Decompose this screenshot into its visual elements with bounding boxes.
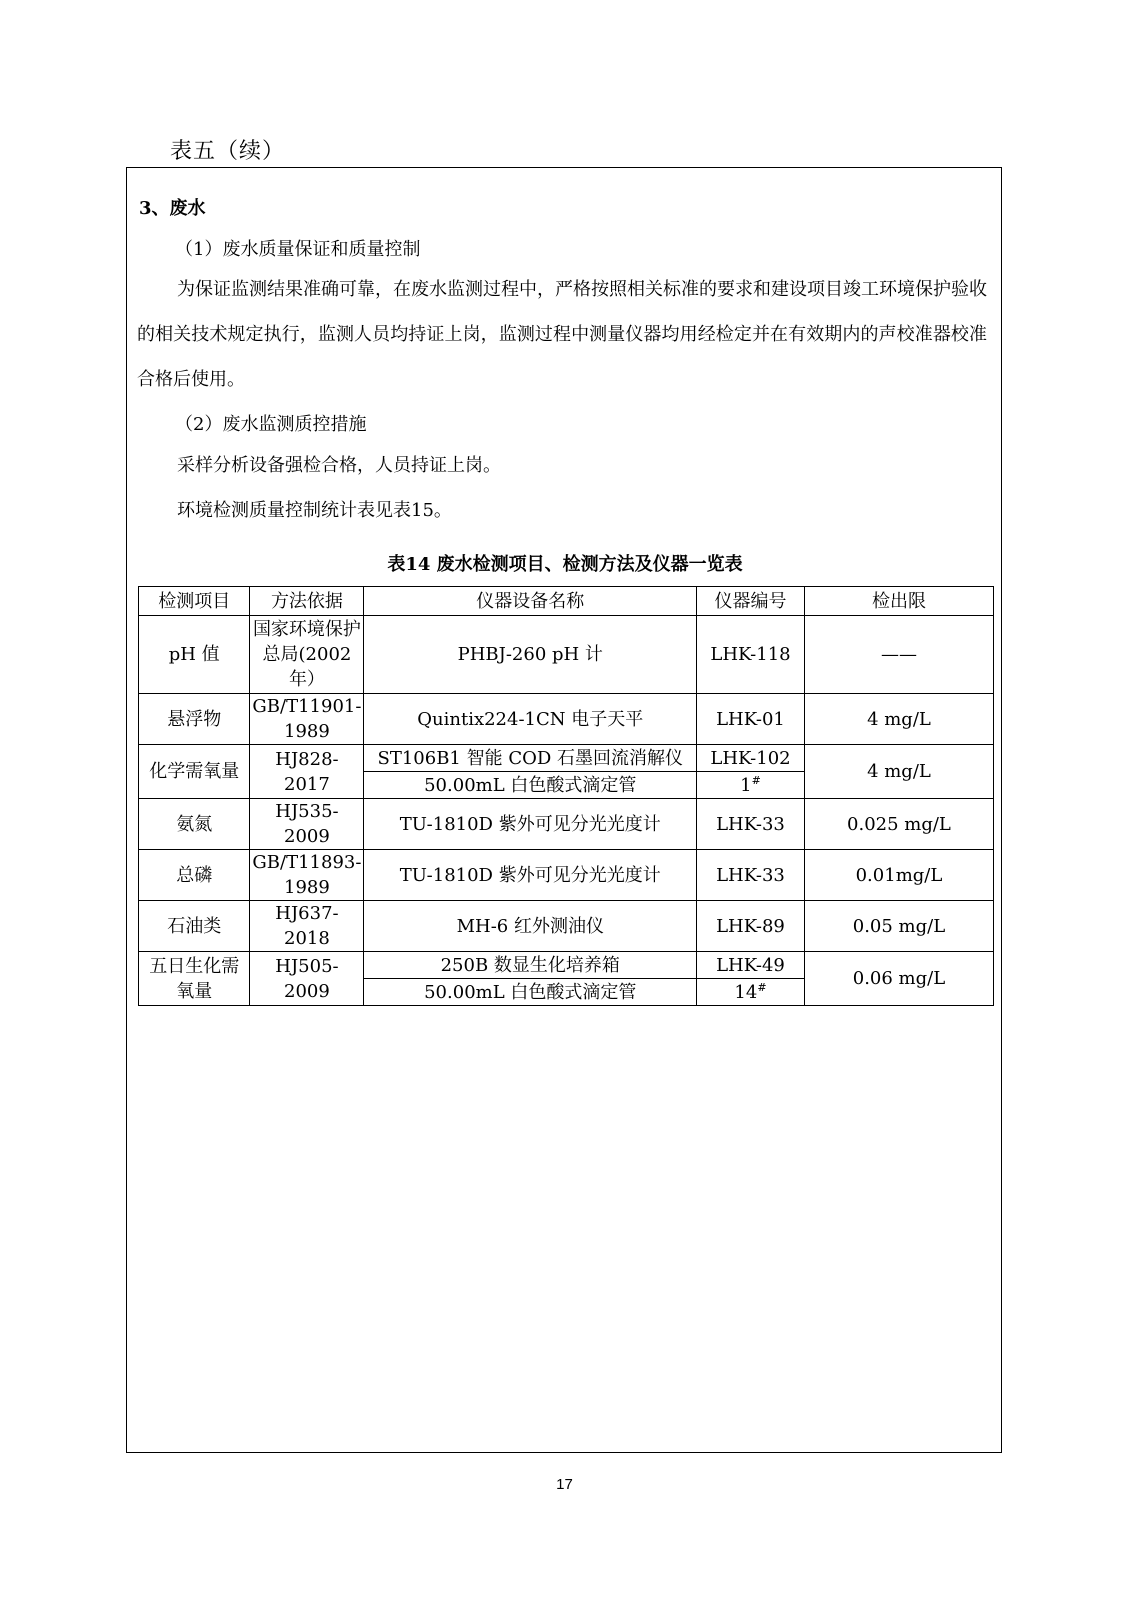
method-cell: HJ637-2018 [250,901,364,952]
limit-cell: 4 mg/L [804,745,993,799]
limit-cell: 0.06 mg/L [804,952,993,1006]
instrument-id: 14 [734,981,758,1003]
paragraph-measures: 采样分析设备强检合格，人员持证上岗。 [177,455,501,476]
item-cell: pH 值 [139,616,250,694]
instrument-id: LHK-33 [716,864,785,886]
item-cell: 化学需氧量 [139,745,250,799]
table-row [139,694,994,745]
table-row [139,850,994,901]
instrument-id: LHK-49 [716,954,785,976]
instrument-id: 1 [740,774,752,796]
method-cell: 国家环境保护总局(2002年） [250,616,364,694]
limit-cell: 0.01mg/L [804,850,993,901]
item-cell: 悬浮物 [139,694,250,745]
header-cell: 仪器设备名称 [364,587,697,616]
item-cell: 氨氮 [139,799,250,850]
instrument-id-cell [697,694,805,745]
limit-cell: 0.05 mg/L [804,901,993,952]
method-cell: HJ535-2009 [250,799,364,850]
method-cell: HJ505-2009 [250,952,364,1006]
item-cell: 总磷 [139,850,250,901]
table-row [139,952,994,979]
instrument-id: LHK-118 [710,644,791,665]
paragraph-qa: 为保证监测结果准确可靠，在废水监测过程中，严格按照相关标准的要求和建设项目竣工环境保护验收的相关技术规定执行，监测人员均持证上岗，监测过程中测量仪器均用经检定并在有效期内的声校准器校准合格后使用。 [137,279,987,390]
instrument-id-cell [697,952,805,979]
instrument-name-cell: PHBJ-260 pH 计 [364,616,697,694]
page-title: 表五（续） [170,139,286,164]
instrument-id-mark: # [751,773,761,787]
content-frame [126,167,1002,1453]
subsection-title-2: （2）废水监测质控措施 [175,414,367,435]
item-cell: 五日生化需氧量 [139,952,250,1006]
instrument-id-cell [697,799,805,850]
method-cell: HJ828-2017 [250,745,364,799]
instrument-name-cell: 50.00mL 白色酸式滴定管 [364,772,697,799]
instrument-id-cell [697,850,805,901]
table-caption: 表14 废水检测项目、检测方法及仪器一览表 [387,554,743,575]
limit-cell: 4 mg/L [804,694,993,745]
instrument-id: LHK-33 [716,813,785,835]
instrument-name-cell: MH-6 红外测油仪 [364,901,697,952]
instrument-id-cell [697,745,805,772]
table-row [139,799,994,850]
page-number: 17 [556,1476,573,1493]
header-cell: 检测项目 [139,587,250,616]
instrument-name-cell: 250B 数显生化培养箱 [364,952,697,979]
table-row [139,616,994,694]
method-cell: GB/T11901-1989 [250,694,364,745]
instrument-id-cell [697,901,805,952]
header-cell: 方法依据 [250,587,364,616]
instrument-name-cell: TU-1810D 紫外可见分光光度计 [364,850,697,901]
paragraph-reference: 环境检测质量控制统计表见表15。 [177,500,452,521]
item-cell: 石油类 [139,901,250,952]
instrument-name-cell: ST106B1 智能 COD 石墨回流消解仪 [364,745,697,772]
table-row [139,745,994,772]
instrument-name-cell: Quintix224-1CN 电子天平 [364,694,697,745]
instrument-table [138,586,994,1006]
table-row [139,901,994,952]
instrument-id-mark: # [757,980,767,994]
instrument-id: LHK-01 [716,708,785,730]
instrument-name-cell: 50.00mL 白色酸式滴定管 [364,979,697,1006]
subsection-title-1: （1）废水质量保证和质量控制 [175,239,421,260]
instrument-id: LHK-102 [710,747,791,769]
section-heading: 3、废水 [139,198,206,219]
limit-cell: 0.025 mg/L [804,799,993,850]
instrument-id-cell [697,979,805,1006]
instrument-id-cell [697,616,805,694]
instrument-id: LHK-89 [716,915,785,937]
instrument-name-cell: TU-1810D 紫外可见分光光度计 [364,799,697,850]
instrument-id-cell [697,772,805,799]
method-cell: GB/T11893-1989 [250,850,364,901]
table-header-row [139,587,994,616]
header-cell: 检出限 [804,587,993,616]
header-cell: 仪器编号 [697,587,805,616]
limit-cell: —— [804,616,993,694]
